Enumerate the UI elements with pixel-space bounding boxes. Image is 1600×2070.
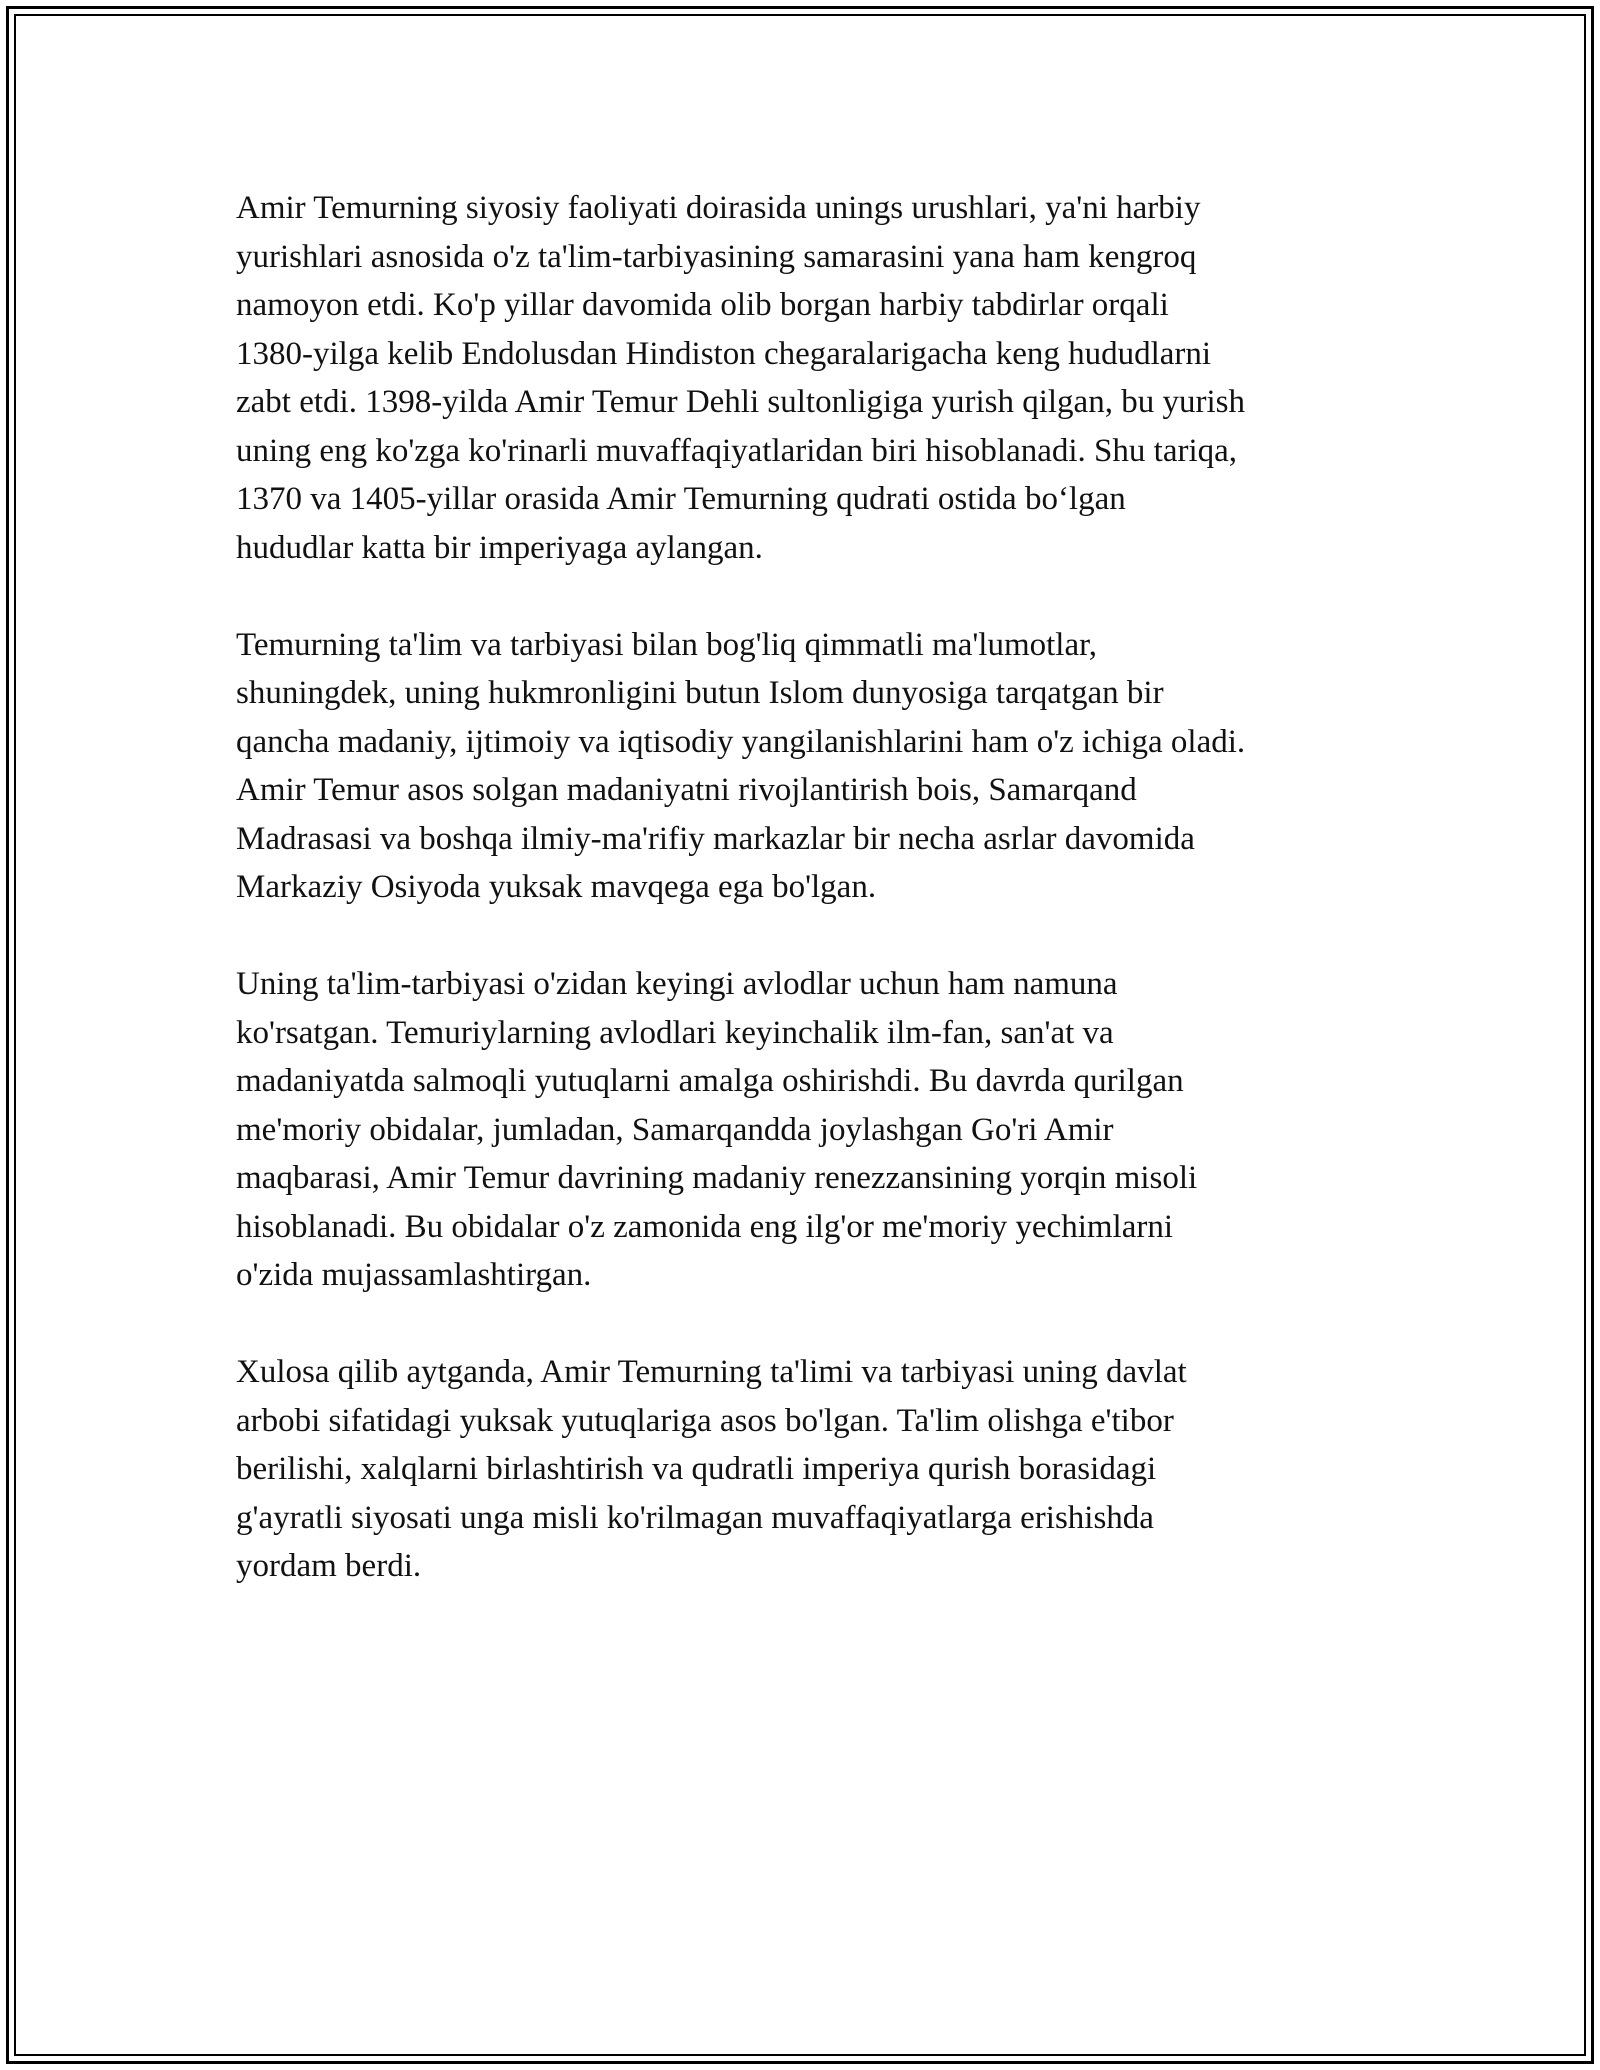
document-body: [236, 184, 1376, 1639]
paragraph-4: Xulosa qilib aytganda, Amir Temurning ta'limi va tarbiyasi uning davlat arbobi sifatidagi yuksak yutuqlariga asos bo'lgan. Ta'lim olishga e'tibor berilishi, xalqlarni birlashtirish va qudratli imperiya qurish borasidagi g'ayratli siyosati unga misli ko'rilmagan muvaffaqiyatlarga erishishda yordam berdi.: [236, 1354, 1187, 1584]
paragraph-3: Uning ta'lim-tarbiyasi o'zidan keyingi avlodlar uchun ham namuna ko'rsatgan. Temuriylarning avlodlari keyinchalik ilm-fan, san'at va madaniyatda salmoqli yutuqlarni amalga oshirishdi. Bu davrda qurilgan me'moriy obidalar, jumladan, Samarqandda joylashgan Go'ri Amir maqbarasi, Amir Temur davrining madaniy renezzansining yorqin misoli hisoblanadi. Bu obidalar o'z zamonida eng ilg'or me'moriy yechimlarni o'zida mujassamlashtirgan.: [236, 966, 1198, 1293]
paragraph-2: Temurning ta'lim va tarbiyasi bilan bog'liq qimmatli ma'lumotlar, shuningdek, uning hukmronligini butun Islom dunyosiga tarqatgan bir qancha madaniy, ijtimoiy va iqtisodiy yangilanishlarini ham o'z ichiga oladi. Amir Temur asos solgan madaniyatni rivojlantirish bois, Samarqand Madrasasi va boshqa ilmiy-ma'rifiy markazlar bir necha asrlar davomida Markaziy Osiyoda yuksak mavqega ega bo'lgan.: [236, 626, 1246, 905]
paragraph-1: Amir Temurning siyosiy faoliyati doirasida unings urushlari, ya'ni harbiy yurishlari asnosida o'z ta'lim-tarbiyasining samarasini yana ham kengroq namoyon etdi. Ko'p yillar davomida olib borgan harbiy tabdirlar orqali 1380-yilga kelib Endolusdan Hindiston chegaralarigacha keng hududlarni zabt etdi. 1398-yilda Amir Temur Dehli sultonligiga yurish qilgan, bu yurish uning eng ko'zga ko'rinarli muvaffaqiyatlaridan biri hisoblanadi. Shu tariqa, 1370 va 1405-yillar orasida Amir Temurning qudrati ostida bo‘lgan hududlar katta bir imperiyaga aylangan.: [236, 190, 1245, 566]
